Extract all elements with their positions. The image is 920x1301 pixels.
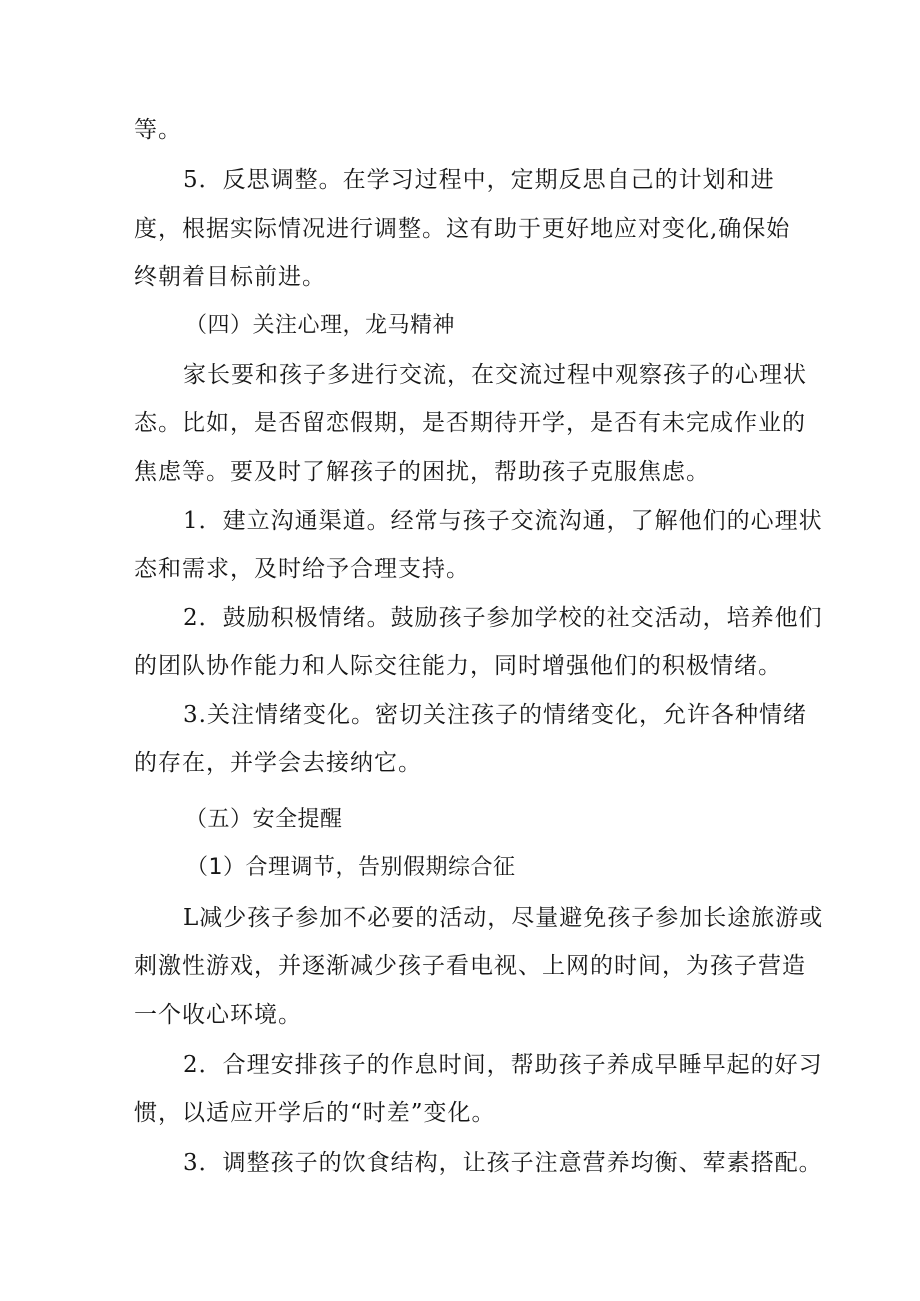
paragraph-line: 态。比如，是否留恋假期，是否期待开学，是否有未完成作业的 bbox=[134, 410, 806, 436]
text-line: 终朝着目标前进。 bbox=[134, 264, 326, 290]
section-heading-5: （五）安全提醒 bbox=[185, 807, 343, 832]
text-line: 等。 bbox=[134, 117, 182, 143]
text-line: 刺激性游戏，并逐渐减少孩子看电视、上网的时间，为孩子营造 bbox=[134, 953, 806, 979]
numbered-item-2: 2．合理安排孩子的作息时间，帮助孩子养成早睡早起的好习 bbox=[183, 1052, 823, 1078]
text-line: 的存在，并学会去接纳它。 bbox=[134, 750, 422, 776]
text-line: 惯，以适应开学后的“时差”变化。 bbox=[134, 1100, 496, 1126]
numbered-item-1: L减少孩子参加不必要的活动，尽量避免孩子参加长途旅游或 bbox=[183, 905, 824, 931]
text-line: 的团队协作能力和人际交往能力，同时增强他们的积极情绪。 bbox=[134, 653, 782, 679]
text-line: 态和需求，及时给予合理支持。 bbox=[134, 556, 470, 582]
numbered-item-2: 2．鼓励积极情绪。鼓励孩子参加学校的社交活动，培养他们 bbox=[183, 605, 823, 631]
paragraph-line: 家长要和孩子多进行交流，在交流过程中观察孩子的心理状 bbox=[183, 362, 807, 388]
section-heading-4: （四）关注心理，龙马精神 bbox=[185, 313, 456, 338]
numbered-item-1: 1．建立沟通渠道。经常与孩子交流沟通，了解他们的心理状 bbox=[183, 508, 823, 534]
paragraph-line: 焦虑等。要及时了解孩子的困扰，帮助孩子克服焦虑。 bbox=[134, 459, 710, 485]
text-line: 度，根据实际情况进行调整。这有助于更好地应对变化,确保始 bbox=[134, 216, 791, 242]
numbered-item-3: 3．调整孩子的饮食结构，让孩子注意营养均衡、荤素搭配。 bbox=[183, 1150, 823, 1176]
numbered-item-3: 3.关注情绪变化。密切关注孩子的情绪变化，允许各种情绪 bbox=[183, 702, 807, 728]
subsection-heading-1: （1）合理调节，告别假期综合征 bbox=[186, 855, 516, 880]
text-line: 一个收心环境。 bbox=[134, 1002, 302, 1028]
numbered-item-5: 5．反思调整。在学习过程中，定期反思自己的计划和进 bbox=[183, 167, 775, 193]
